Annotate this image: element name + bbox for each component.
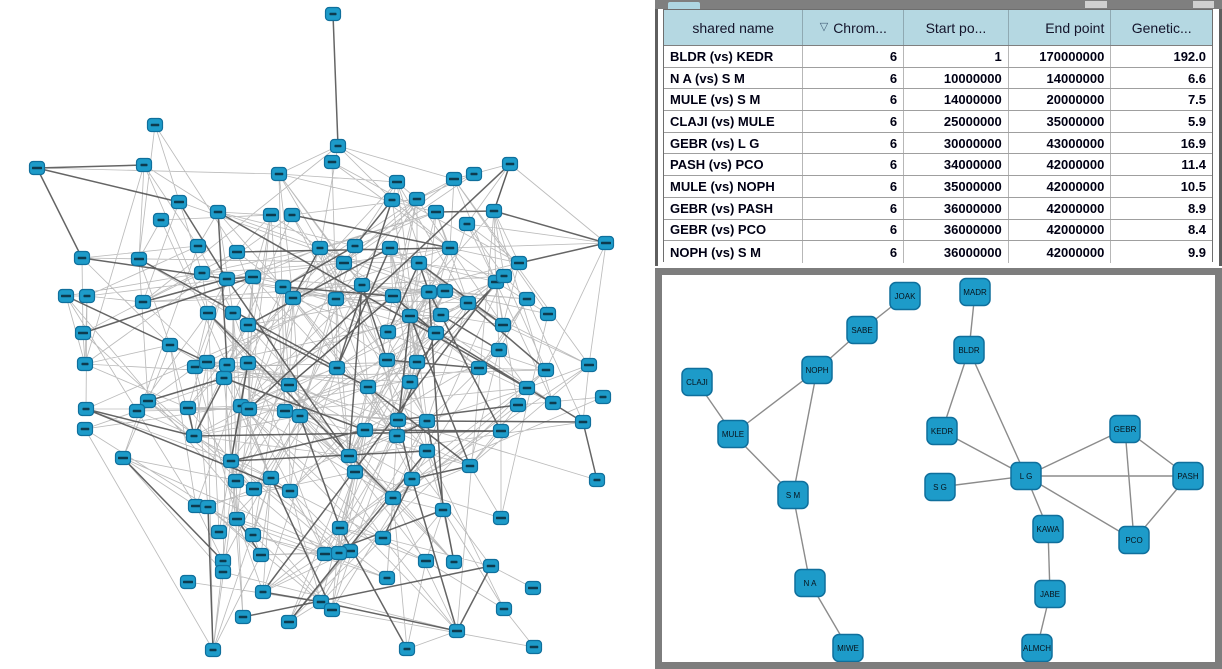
detail-node-label: GEBR: [1113, 424, 1137, 434]
network-node[interactable]: [386, 290, 401, 303]
table-cell: 42000000: [1009, 198, 1112, 219]
detail-node-label: L G: [1019, 471, 1033, 481]
table-header-cell-start-po-[interactable]: [904, 10, 1009, 45]
edge-table-region: [655, 0, 1222, 268]
network-node[interactable]: [582, 359, 597, 372]
table-cell: 43000000: [1009, 133, 1112, 154]
table-cell: 192.0: [1173, 48, 1207, 64]
network-node[interactable]: [191, 240, 206, 253]
network-node[interactable]: [241, 319, 256, 332]
network-node[interactable]: [224, 455, 239, 468]
table-cell: 35000000: [904, 176, 1009, 197]
network-node[interactable]: [325, 156, 340, 169]
detail-node-s-g[interactable]: [925, 474, 955, 501]
detail-node-pco[interactable]: [1119, 527, 1149, 554]
network-node[interactable]: [76, 327, 91, 340]
detail-node-noph[interactable]: [802, 357, 832, 384]
network-node[interactable]: [79, 403, 94, 416]
detail-node-label: ALMCH: [1022, 643, 1052, 653]
table-cell: 170000000: [1009, 46, 1112, 67]
table-cell: MULE (vs) NOPH: [664, 176, 803, 197]
network-node[interactable]: [216, 566, 231, 579]
table-cell: 36000000: [904, 220, 1009, 241]
network-node[interactable]: [546, 397, 561, 410]
network-node[interactable]: [526, 582, 541, 595]
network-node[interactable]: [348, 240, 363, 253]
table-cell: CLAJI (vs) MULE: [664, 111, 803, 132]
detail-node-label: CLAJI: [686, 377, 708, 387]
detail-edge: [793, 370, 817, 495]
table-cell: 36000000: [904, 198, 1009, 219]
detail-node-label: MIWE: [837, 643, 859, 653]
table-cell: 5.9: [1187, 113, 1207, 129]
network-node[interactable]: [383, 242, 398, 255]
detail-node-pash[interactable]: [1173, 463, 1203, 490]
detail-node-label: MULE: [721, 429, 745, 439]
network-node[interactable]: [497, 603, 512, 616]
table-cell: 14000000: [1009, 68, 1112, 89]
network-node[interactable]: [410, 356, 425, 369]
table-cell: 30000000: [904, 133, 1009, 154]
network-node[interactable]: [380, 572, 395, 585]
table-row[interactable]: [664, 241, 1212, 263]
network-node[interactable]: [512, 257, 527, 270]
network-node[interactable]: [285, 209, 300, 222]
network-node[interactable]: [447, 173, 462, 186]
network-node[interactable]: [241, 357, 256, 370]
network-node[interactable]: [272, 168, 287, 181]
network-node[interactable]: [242, 403, 257, 416]
network-node[interactable]: [503, 158, 518, 171]
network-node[interactable]: [278, 405, 293, 418]
table-cell: 42000000: [1009, 176, 1112, 197]
detail-node-s-m[interactable]: [778, 482, 808, 509]
table-cell: 25000000: [904, 111, 1009, 132]
network-node[interactable]: [211, 206, 226, 219]
table-cell: 10.5: [1180, 178, 1207, 194]
table-cell: 6: [803, 220, 904, 241]
table-header-cell-genetic-[interactable]: [1111, 10, 1212, 45]
network-node[interactable]: [386, 492, 401, 505]
network-node[interactable]: [59, 290, 74, 303]
network-node[interactable]: [410, 193, 425, 206]
network-node[interactable]: [212, 526, 227, 539]
detail-node-sabe[interactable]: [847, 317, 877, 344]
network-node[interactable]: [181, 576, 196, 589]
table-cell: 20000000: [1009, 89, 1112, 110]
network-node[interactable]: [200, 356, 215, 369]
network-node[interactable]: [520, 293, 535, 306]
network-node[interactable]: [460, 218, 475, 231]
edge-attribute-table: [663, 9, 1213, 262]
network-node[interactable]: [342, 450, 357, 463]
table-cell: BLDR (vs) KEDR: [664, 46, 803, 67]
network-node[interactable]: [494, 425, 509, 438]
detail-network-canvas[interactable]: [662, 275, 1215, 662]
table-cell: 36000000: [904, 241, 1009, 263]
network-node[interactable]: [447, 556, 462, 569]
network-node[interactable]: [246, 529, 261, 542]
network-node[interactable]: [247, 483, 262, 496]
network-node[interactable]: [326, 8, 341, 21]
network-node[interactable]: [333, 522, 348, 535]
table-row[interactable]: [664, 133, 1212, 155]
network-node[interactable]: [429, 327, 444, 340]
network-node[interactable]: [282, 616, 297, 629]
network-node[interactable]: [496, 319, 511, 332]
table-cell: 6: [803, 68, 904, 89]
table-cell: 6.6: [1187, 70, 1207, 86]
network-node[interactable]: [419, 555, 434, 568]
network-node[interactable]: [434, 309, 449, 322]
detail-node-label: SABE: [851, 325, 873, 335]
network-node[interactable]: [116, 452, 131, 465]
network-node[interactable]: [443, 242, 458, 255]
table-cell: 6: [803, 89, 904, 110]
table-row[interactable]: [664, 220, 1212, 242]
detail-node-label: MADR: [963, 287, 987, 297]
detail-node-label: KAWA: [1036, 524, 1060, 534]
network-node[interactable]: [596, 391, 611, 404]
table-left-border: [655, 9, 658, 266]
table-header-row: [664, 10, 1212, 46]
table-row[interactable]: [664, 68, 1212, 90]
table-cell: 10000000: [904, 68, 1009, 89]
detail-edge: [969, 350, 1026, 476]
network-node[interactable]: [282, 379, 297, 392]
network-node[interactable]: [511, 399, 526, 412]
detail-node-l-g[interactable]: [1011, 463, 1041, 490]
network-node[interactable]: [463, 460, 478, 473]
network-node[interactable]: [187, 430, 202, 443]
network-node[interactable]: [358, 424, 373, 437]
table-cell: 35000000: [1009, 111, 1112, 132]
table-cell: 6: [803, 198, 904, 219]
network-node[interactable]: [520, 382, 535, 395]
network-node[interactable]: [403, 310, 418, 323]
network-node[interactable]: [487, 205, 502, 218]
table-row[interactable]: [664, 111, 1212, 133]
network-node[interactable]: [318, 548, 333, 561]
detail-node-label: NOPH: [805, 365, 829, 375]
network-node[interactable]: [385, 194, 400, 207]
table-tab[interactable]: [668, 2, 700, 9]
network-node[interactable]: [329, 293, 344, 306]
detail-node-almch[interactable]: [1022, 635, 1052, 662]
network-node[interactable]: [230, 246, 245, 259]
network-node[interactable]: [461, 297, 476, 310]
detail-node-madr[interactable]: [960, 279, 990, 306]
network-node[interactable]: [206, 644, 221, 657]
table-cell: 42000000: [1009, 220, 1112, 241]
network-node[interactable]: [450, 625, 465, 638]
network-node[interactable]: [599, 237, 614, 250]
detail-node-mule[interactable]: [718, 421, 748, 448]
network-node[interactable]: [497, 270, 512, 283]
table-header-label: Start po...: [925, 19, 987, 36]
network-node[interactable]: [226, 307, 241, 320]
table-cell: 6: [803, 241, 904, 263]
network-node[interactable]: [337, 257, 352, 270]
network-node[interactable]: [201, 501, 216, 514]
table-cell: 16.9: [1180, 135, 1207, 151]
detail-node-label: S G: [933, 482, 947, 492]
table-cell: 9.9: [1187, 244, 1207, 260]
detail-edge: [1125, 429, 1134, 540]
network-node[interactable]: [332, 547, 347, 560]
network-node[interactable]: [541, 308, 556, 321]
network-node[interactable]: [405, 473, 420, 486]
network-node[interactable]: [132, 253, 147, 266]
table-cell: 6: [803, 111, 904, 132]
network-node[interactable]: [80, 290, 95, 303]
detail-node-jabe[interactable]: [1035, 581, 1065, 608]
table-header-label: shared name: [692, 19, 775, 36]
scrollbar-thumb-right[interactable]: [1193, 1, 1214, 8]
detail-node-label: KEDR: [930, 426, 954, 436]
table-header-cell-end-point[interactable]: [1009, 10, 1112, 45]
network-node[interactable]: [283, 485, 298, 498]
table-row[interactable]: [664, 154, 1212, 176]
table-scrollbar-strip: [655, 0, 1222, 9]
detail-node-gebr[interactable]: [1110, 416, 1140, 443]
table-cell: 8.9: [1187, 200, 1207, 216]
network-node[interactable]: [400, 643, 415, 656]
table-cell: 6: [803, 46, 904, 67]
table-cell: MULE (vs) S M: [664, 89, 803, 110]
table-cell: 34000000: [904, 154, 1009, 175]
network-node[interactable]: [494, 512, 509, 525]
network-node[interactable]: [422, 286, 437, 299]
network-node[interactable]: [286, 292, 301, 305]
detail-node-miwe[interactable]: [833, 635, 863, 662]
network-node[interactable]: [195, 267, 210, 280]
network-node[interactable]: [130, 405, 145, 418]
network-node[interactable]: [220, 359, 235, 372]
table-row[interactable]: [664, 89, 1212, 111]
table-cell: 14000000: [904, 89, 1009, 110]
network-node[interactable]: [325, 604, 340, 617]
network-node[interactable]: [355, 279, 370, 292]
network-node[interactable]: [163, 339, 178, 352]
table-header-label: Genetic...: [1131, 19, 1192, 36]
table-row[interactable]: [664, 176, 1212, 198]
network-node[interactable]: [220, 273, 235, 286]
network-node[interactable]: [484, 560, 499, 573]
network-node[interactable]: [576, 416, 591, 429]
table-cell: NOPH (vs) S M: [664, 241, 803, 263]
detail-node-label: JABE: [1039, 589, 1061, 599]
detail-node-claji[interactable]: [682, 369, 712, 396]
table-cell: PASH (vs) PCO: [664, 154, 803, 175]
table-cell: 6: [803, 133, 904, 154]
network-node[interactable]: [264, 209, 279, 222]
filter-icon[interactable]: ▽: [819, 21, 829, 33]
table-cell: 6: [803, 154, 904, 175]
network-node[interactable]: [361, 381, 376, 394]
table-header-cell-shared-name[interactable]: [664, 10, 803, 45]
detail-node-label: N A: [803, 578, 817, 588]
network-node[interactable]: [390, 176, 405, 189]
detail-node-label: PCO: [1125, 535, 1143, 545]
table-row[interactable]: [664, 198, 1212, 220]
network-node[interactable]: [390, 430, 405, 443]
table-header-label: End point: [1045, 19, 1105, 36]
network-node[interactable]: [254, 549, 269, 562]
table-row[interactable]: [664, 46, 1212, 68]
network-node[interactable]: [467, 168, 482, 181]
detail-node-n-a[interactable]: [795, 570, 825, 597]
network-node[interactable]: [75, 252, 90, 265]
detail-node-bldr[interactable]: [954, 337, 984, 364]
network-node[interactable]: [136, 296, 151, 309]
detail-node-kawa[interactable]: [1033, 516, 1063, 543]
detail-node-kedr[interactable]: [927, 418, 957, 445]
detail-node-joak[interactable]: [890, 283, 920, 310]
network-node[interactable]: [403, 376, 418, 389]
network-node[interactable]: [438, 285, 453, 298]
network-node[interactable]: [429, 206, 444, 219]
network-node[interactable]: [472, 362, 487, 375]
network-node[interactable]: [293, 410, 308, 423]
network-node[interactable]: [30, 162, 45, 175]
table-cell: GEBR (vs) PASH: [664, 198, 803, 219]
network-node[interactable]: [348, 466, 363, 479]
network-node[interactable]: [527, 641, 542, 654]
network-node[interactable]: [539, 364, 554, 377]
network-node[interactable]: [256, 586, 271, 599]
network-node[interactable]: [181, 402, 196, 415]
network-node[interactable]: [148, 119, 163, 132]
network-node[interactable]: [330, 362, 345, 375]
detail-node-label: PASH: [1177, 471, 1199, 481]
network-node[interactable]: [420, 415, 435, 428]
network-node[interactable]: [78, 423, 93, 436]
network-node[interactable]: [137, 159, 152, 172]
network-node[interactable]: [154, 214, 169, 227]
network-node[interactable]: [376, 532, 391, 545]
table-cell: 6: [803, 176, 904, 197]
network-node[interactable]: [201, 307, 216, 320]
table-header-cell-chrom-[interactable]: [803, 10, 904, 45]
table-cell: 8.4: [1187, 222, 1207, 238]
table-header-label: Chrom...: [833, 19, 887, 36]
table-cell: 42000000: [1009, 154, 1112, 175]
network-node[interactable]: [217, 372, 232, 385]
detail-node-label: S M: [785, 490, 801, 500]
table-cell: 7.5: [1187, 92, 1207, 108]
network-node[interactable]: [172, 196, 187, 209]
network-node[interactable]: [492, 344, 507, 357]
table-cell: 42000000: [1009, 241, 1112, 263]
detail-node-label: BLDR: [958, 345, 980, 355]
network-node[interactable]: [590, 474, 605, 487]
network-node[interactable]: [264, 472, 279, 485]
detail-network-frame: [655, 268, 1222, 669]
table-cell: GEBR (vs) L G: [664, 133, 803, 154]
detail-network-panel: [662, 275, 1215, 662]
table-cell: N A (vs) S M: [664, 68, 803, 89]
table-cell: 1: [904, 46, 1009, 67]
network-node[interactable]: [230, 513, 245, 526]
network-node[interactable]: [412, 257, 427, 270]
network-node[interactable]: [313, 242, 328, 255]
table-body: [664, 46, 1212, 263]
network-node[interactable]: [380, 354, 395, 367]
network-node[interactable]: [236, 611, 251, 624]
network-node[interactable]: [381, 326, 396, 339]
network-node[interactable]: [436, 504, 451, 517]
network-node[interactable]: [78, 358, 93, 371]
scrollbar-thumb[interactable]: [1085, 1, 1107, 8]
network-node[interactable]: [420, 445, 435, 458]
network-node[interactable]: [331, 140, 346, 153]
table-cell: 11.4: [1181, 157, 1207, 173]
network-node[interactable]: [391, 414, 406, 427]
detail-node-label: JOAK: [894, 291, 916, 301]
table-cell: GEBR (vs) PCO: [664, 220, 803, 241]
network-node[interactable]: [229, 475, 244, 488]
network-node[interactable]: [246, 271, 261, 284]
